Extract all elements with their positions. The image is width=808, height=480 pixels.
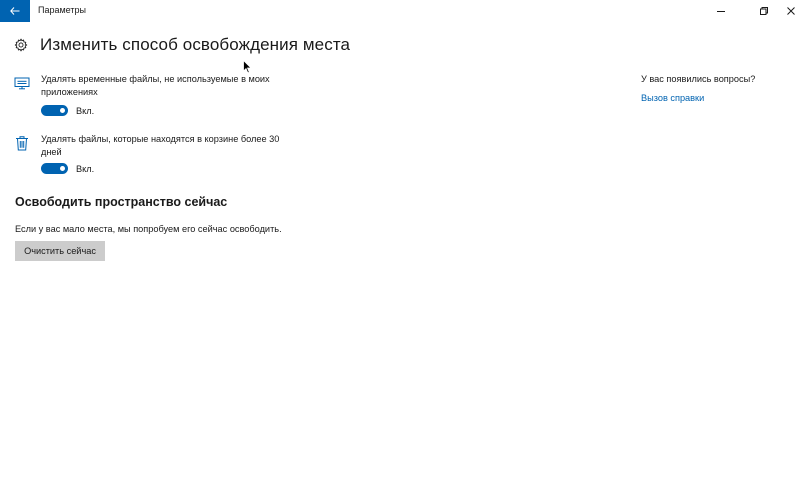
- mouse-cursor-icon: [243, 60, 252, 74]
- close-icon: [786, 6, 796, 16]
- toggle-knob: [60, 166, 65, 171]
- page-header: [14, 35, 350, 55]
- setting-label: Удалять временные файлы, не используемые в моих приложениях: [41, 74, 270, 97]
- temp-files-toggle[interactable]: [41, 105, 68, 116]
- minimize-icon: [716, 6, 726, 16]
- toggle-state-label: Вкл.: [76, 105, 95, 116]
- toggle-row: [41, 105, 94, 116]
- help-question: У вас появились вопросы?: [641, 74, 756, 84]
- gear-icon: [14, 38, 28, 52]
- monitor-icon: [14, 75, 30, 91]
- trash-icon: [14, 135, 30, 151]
- back-button[interactable]: [0, 0, 30, 22]
- setting-recycle-bin: [14, 133, 304, 179]
- section-title: Освободить пространство сейчас: [15, 195, 228, 209]
- restore-icon: [759, 6, 769, 16]
- toggle-state-label: Вкл.: [76, 163, 95, 174]
- minimize-button[interactable]: [704, 0, 738, 22]
- recycle-bin-toggle[interactable]: [41, 163, 68, 174]
- window-title: Параметры: [38, 5, 86, 15]
- page-title: Изменить способ освобождения места: [40, 35, 351, 54]
- get-help-link[interactable]: Вызов справки: [641, 93, 705, 103]
- close-button[interactable]: [774, 0, 808, 22]
- setting-label: Удалять файлы, которые находятся в корзине более 30 дней: [41, 134, 280, 157]
- section-description: Если у вас мало места, мы попробуем его сейчас освободить.: [15, 224, 282, 234]
- title-bar: [0, 0, 808, 22]
- toggle-row: [41, 163, 94, 174]
- setting-temp-files: [14, 73, 304, 119]
- clean-now-button[interactable]: Очистить сейчас: [15, 241, 105, 261]
- toggle-knob: [60, 108, 65, 113]
- back-arrow-icon: [10, 7, 20, 15]
